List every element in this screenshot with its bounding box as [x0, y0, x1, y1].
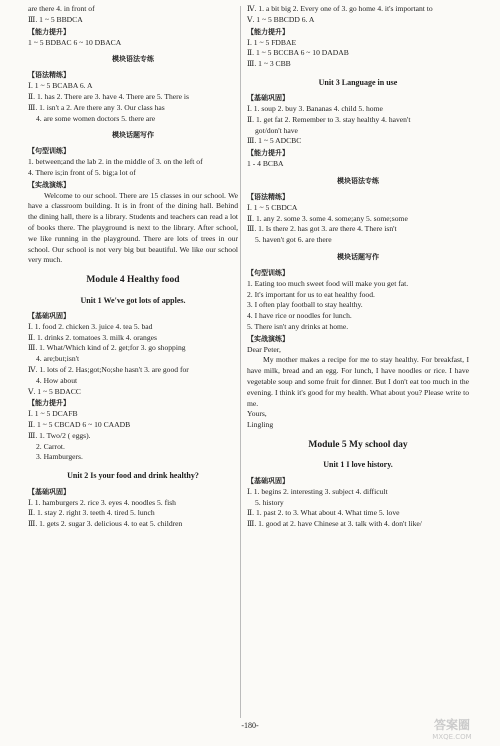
watermark-text: 答案圈 — [433, 718, 471, 732]
essay-paragraph: Welcome to our school. There are 15 classes in our school. We have a classroom building. It is in front of the dining hall. Behind the dining hall, there is a library. Students and teachers can read a lot of books there. The playground is next to the library. After school, we like running in the playground. There are lots of trees in our school. Our school is not very big but beautiful. We like our school very much. — [28, 190, 238, 265]
unit-title: Unit 2 Is your food and drink healthy? — [67, 471, 199, 481]
answer-line: Yours, — [247, 409, 267, 419]
bracket-heading: 【实战演练】 — [247, 334, 289, 343]
answer-line: Ⅱ. 1. get fat 2. Remember to 3. stay healthy 4. haven't — [247, 114, 411, 124]
answer-line: are there 4. in front of — [28, 4, 95, 13]
answer-line: Ⅰ. 1. hamburgers 2. rice 3. eyes 4. noodles 5. fish — [28, 497, 176, 507]
answer-line: Ⅲ. 1 ~ 5 BBDCA — [28, 14, 83, 24]
answer-line: 4. I have rice or noodles for lunch. — [247, 311, 352, 321]
bracket-heading: 【基础巩固】 — [247, 476, 289, 485]
column-divider — [240, 6, 241, 718]
section-title: 模块话题写作 — [112, 131, 154, 140]
answer-line: Ⅱ. 1 ~ 5 CBCAD 6 ~ 10 CAADB — [28, 420, 131, 430]
answer-line: Ⅰ. 1 ~ 5 CBDCA — [247, 202, 298, 212]
section-title: 模块语法专练 — [112, 55, 154, 64]
unit-title: Unit 3 Language in use — [318, 77, 398, 87]
answer-line: 5. haven't got 6. are there — [255, 235, 332, 245]
answer-line: 1 - 4 BCBA — [247, 159, 284, 169]
answer-line: Ⅱ. 1. any 2. some 3. some 4. some;any 5. some;some — [247, 213, 408, 223]
answer-line: Ⅱ. 1 ~ 5 BCCBA 6 ~ 10 DADAB — [247, 48, 349, 58]
answer-line: Ⅲ. 1. Is there 2. has got 3. are there 4. There isn't — [247, 224, 397, 234]
answer-line: Ⅴ. 1 ~ 5 BBCDD 6. A — [247, 14, 315, 24]
bracket-heading: 【基础巩固】 — [247, 94, 289, 103]
answer-line: 2. It's important for us to eat healthy food. — [247, 289, 375, 299]
essay-paragraph: My mother makes a recipe for me to stay healthy. For breakfast, I have milk, bread and an egg. For lunch, I have noodles or rice. I have vegetable soup and some fruit for dinner. But I don't eat too much in the evening. I think it's good for my health. What about you? Please write to me. — [247, 355, 469, 408]
answer-line: 4. are some women doctors 5. there are — [36, 113, 156, 123]
answer-line: Ⅲ. 1. good at 2. have Chinese at 3. talk with 4. don't like/ — [247, 519, 422, 529]
answer-line: 5. history — [255, 497, 284, 507]
watermark-url: MXQE.COM — [432, 733, 472, 741]
answer-line: 4. There is;in front of 5. big;a lot of — [28, 167, 136, 177]
answer-line: Ⅰ. 1 ~ 5 DCAFB — [28, 409, 78, 419]
bracket-heading: 【能力提升】 — [28, 27, 70, 36]
answer-line: Ⅲ. 1 ~ 5 ADCBC — [247, 136, 302, 146]
answer-line: Ⅱ. 1. past 2. to 3. What about 4. What time 5. love — [247, 508, 400, 518]
right-column — [247, 4, 469, 530]
answer-line: Ⅰ. 1. soup 2. buy 3. Bananas 4. child 5. home — [247, 104, 383, 114]
answer-line: 4. are;but;isn't — [36, 354, 80, 364]
answer-line: Ⅲ. 1. gets 2. sugar 3. delicious 4. to eat 5. children — [28, 519, 183, 529]
answer-line: Ⅰ. 1. food 2. chicken 3. juice 4. tea 5. bad — [28, 321, 153, 331]
answer-line: Ⅰ. 1 ~ 5 FDBAE — [247, 37, 297, 47]
answer-line: 3. I often play football to stay healthy. — [247, 300, 363, 310]
answer-line: 1. between;and the lab 2. in the middle of 3. on the left of — [28, 157, 203, 167]
answer-line: Ⅰ. 1 ~ 5 BCABA 6. A — [28, 81, 93, 91]
answer-line: Ⅳ. 1. a bit big 2. Every one of 3. go home 4. it's important to — [247, 4, 433, 13]
answer-line: Ⅱ. 1. drinks 2. tomatoes 3. milk 4. oranges — [28, 332, 157, 342]
answer-line: Ⅲ. 1 ~ 3 CBB — [247, 59, 291, 69]
answer-line: 1. Eating too much sweet food will make you get fat. — [247, 278, 409, 288]
bracket-heading: 【基础巩固】 — [28, 311, 70, 320]
page-number: -180- — [241, 721, 259, 730]
bracket-heading: 【语法精练】 — [28, 71, 70, 80]
answer-line: Dear Peter, — [247, 344, 281, 354]
watermark-logo — [412, 716, 492, 742]
answer-line: Lingling — [247, 420, 274, 430]
answer-line: 5. There isn't any drinks at home. — [247, 321, 349, 331]
answer-line: 1 ~ 5 BDBAC 6 ~ 10 DBACA — [28, 37, 122, 47]
unit-title: Unit 1 We've got lots of apples. — [80, 295, 186, 305]
answer-line: Ⅲ. 1. Two/2 ( eggs). — [28, 430, 91, 440]
bracket-heading: 【句型训练】 — [247, 268, 289, 277]
answer-line: 4. How about — [36, 375, 78, 385]
answer-line: Ⅱ. 1. has 2. There are 3. have 4. There are 5. There is — [28, 91, 189, 101]
section-title: 模块话题写作 — [337, 252, 379, 261]
module-title: Module 4 Healthy food — [86, 275, 180, 286]
bracket-heading: 【能力提升】 — [247, 149, 289, 158]
bracket-heading: 【能力提升】 — [28, 399, 70, 408]
module-title: Module 5 My school day — [308, 439, 408, 450]
section-title: 模块语法专练 — [337, 176, 379, 185]
answer-line: 2. Carrot. — [36, 441, 65, 451]
bracket-heading: 【语法精练】 — [247, 192, 289, 201]
left-column — [28, 4, 238, 530]
answer-line: got/don't have — [255, 125, 298, 135]
bracket-heading: 【能力提升】 — [247, 27, 289, 36]
unit-title: Unit 1 I love history. — [323, 460, 393, 470]
answer-line: Ⅲ. 1. isn't a 2. Are there any 3. Our class has — [28, 102, 165, 112]
answer-line: Ⅳ. 1. lots of 2. Has;got;No;she hasn't 3. are good for — [28, 365, 189, 375]
answer-line: Ⅱ. 1. stay 2. right 3. teeth 4. tired 5. lunch — [28, 508, 155, 518]
answer-line: Ⅴ. 1 ~ 5 BDACC — [28, 386, 81, 396]
answer-line: 3. Hamburgers. — [36, 452, 83, 462]
answer-line: Ⅰ. 1. begins 2. interesting 3. subject 4. difficult — [247, 486, 388, 496]
bracket-heading: 【实战演练】 — [28, 180, 70, 189]
bracket-heading: 【句型训练】 — [28, 147, 70, 156]
bracket-heading: 【基础巩固】 — [28, 487, 70, 496]
answer-line: Ⅲ. 1. What/Which kind of 2. get;for 3. go shopping — [28, 343, 186, 353]
